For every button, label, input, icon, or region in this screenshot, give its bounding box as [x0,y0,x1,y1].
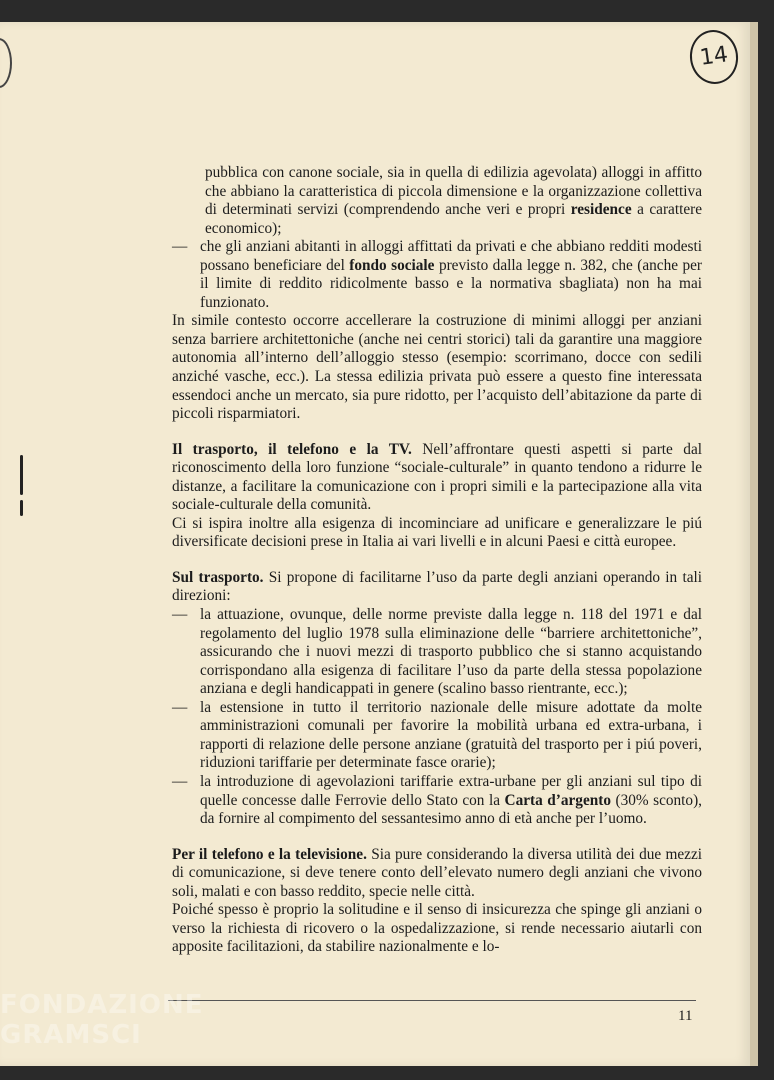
paragraph-telefono-televisione: Per il telefono e la televisione. Sia pure considerando la diversa utilità dei due mezzi di comunicazione, si deve tenere conto dell’elevato numero degli anziani che vivono soli, malati e con basso reddito, specie nelle città. [172,845,702,900]
watermark: FONDAZIONE GRAMSCI [0,990,204,1050]
list-item: — la estensione in tutto il territorio nazionale delle misure adottate da molte amministrazioni comunali per favorire la mobilità urbana ed extra-urbana, i rapporti di relazione delle persone anziane (gratuità del trasporto per i piú poveri, riduzioni tariffarie per determinate fasce orarie); [172,698,702,772]
margin-mark-2 [20,500,23,516]
list-item-fondo-sociale: — che gli anziani abitanti in alloggi affittati da privati e che abbiano redditi modesti possano beneficiare del fondo sociale previsto dalla legge n. 382, che (anche per il limite di reddito ridicolmente basso e la normativa sbagliata) non ha mai funzionato. [172,238,703,311]
paragraph-trasporto-telefono-tv: Il trasporto, il telefono e la TV. Nell’affrontare questi aspetti si parte dal riconoscimento della loro funzione “sociale-culturale” in quanto tendono a ridurre le distanze, a facilitare la comunicazione con i propri simili e la partecipazione alla vita sociale-culturale della comunità. [172,440,702,514]
paragraph-sul-trasporto: Sul trasporto. Si propone di facilitarne l’uso da parte degli anziani operando in tali direzioni: [172,568,702,605]
page-number: 11 [678,1008,693,1024]
body-text [172,164,702,957]
handwritten-page-mark: 14 [686,27,741,87]
page-edge [750,22,758,1066]
paragraph-solitudine: Poiché spesso è proprio la solitudine e il senso di insicurezza che spinge gli anziani o verso la richiesta di ricovero o la ospedalizzazione, si rende necessario aiutarli con apposite facilitazioni, da stabilire nazionalmente e lo- [172,901,702,956]
list-item: — la attuazione, ovunque, delle norme previste dalla legge n. 118 del 1971 e dal regolamento del luglio 1978 sulla eliminazione delle “barriere architettoniche”, assicurando che i nuovi mezzi di trasporto pubblico che si stanno acquistando corrispondano alla esigenza di facilitare l’uso da parte della stessa popolazione anziana e degli handicappati in genere (scalino basso rientrante, ecc.); [172,606,702,698]
list-item-carta-argento: — la introduzione di agevolazioni tariffarie extra-urbane per gli anziani sul tipo di quelle concesse dalle Ferrovie dello Stato con la Carta d’argento (30% sconto), da fornire al compimento del sessantesimo anno di età anche per l’uomo. [172,772,702,828]
paragraph-housing-continued: pubblica con canone sociale, sia in quella di edilizia agevolata) alloggi in affitto che abbiano la caratteristica di piccola dimensione e la organizzazione collettiva di determinati servizi (comprendendo anche veri e propri residence a carattere economico); [205,164,702,237]
margin-mark [20,455,23,495]
footer-rule [168,1000,696,1001]
paragraph-context: In simile contesto occorre accellerare la costruzione di minimi alloggi per anziani senza barriere architettoniche (anche nei centri storici) tali da garantire una maggiore autonomia all’interno dell’alloggio stesso (esempio: scorrimano, docce con sedili anziché vasche, ecc.). La stessa edilizia privata può essere a questo fine interessata essendoci anche un mercato, sia pure ridotto, per l’acquisto dell’abitazione da parte di piccoli risparmiatori. [172,312,702,423]
paragraph-unificare: Ci si ispira inoltre alla esigenza di incominciare ad unificare e generalizzare le piú diversificate decisioni prese in Italia ai vari livelli e in alcuni Paesi e città europee. [172,514,702,551]
